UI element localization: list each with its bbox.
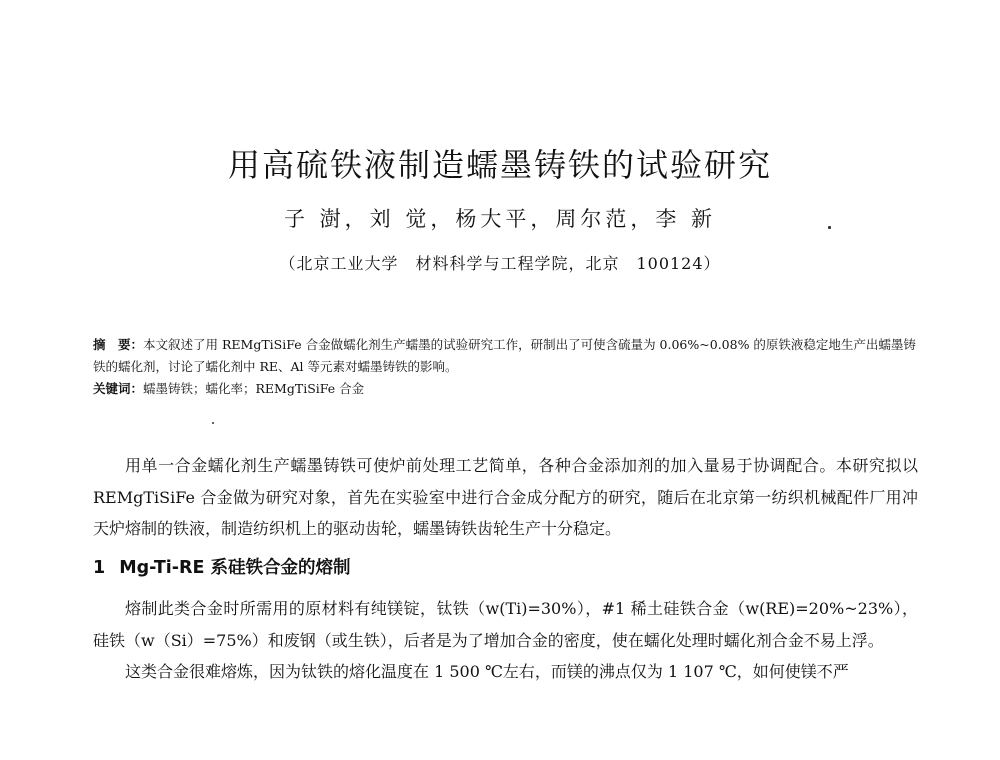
- keywords: [93, 378, 918, 400]
- section-number: 1: [93, 557, 106, 578]
- section-title: Mg-Ti-RE 系硅铁合金的熔制: [119, 557, 351, 578]
- abstract-block: [93, 334, 918, 400]
- section-heading: [93, 553, 918, 585]
- stray-mark: [212, 422, 214, 424]
- abstract-text: 本文叙述了用 REMgTiSiFe 合金做蠕化剂生产蠕墨的试验研究工作，研制出了可使含硫量为 0.06%~0.08% 的原铁液稳定地生产出蠕墨铸铁的蠕化剂，讨论了蠕化剂中 RE、Al 等元素对蠕墨铸铁的影响。: [93, 337, 916, 374]
- abstract: [93, 334, 918, 378]
- paragraph-melting: 这类合金很难熔炼，因为钛铁的熔化温度在 1 500 ℃左右，而镁的沸点仅为 1 107 ℃，如何使镁不严: [125, 662, 849, 681]
- paper-title: 用高硫铁液制造蠕墨铸铁的试验研究: [227, 146, 772, 184]
- affiliation: （北京工业大学 材料科学与工程学院，北京 100124）: [279, 254, 721, 273]
- body-text: [93, 450, 918, 688]
- author-list: 子 澍，刘 觉，杨大平，周尔范，李 新: [283, 207, 717, 231]
- keywords-text: 蠕墨铸铁；蠕化率；REMgTiSiFe 合金: [143, 381, 365, 396]
- paragraph-intro: 用单一合金蠕化剂生产蠕墨铸铁可使炉前处理工艺简单，各种合金添加剂的加入量易于协调配合。本研究拟以 REMgTiSiFe 合金做为研究对象，首先在实验室中进行合金成分配方的研究，随后在北京第一纺织机械配件厂用冲天炉熔制的铁液，制造纺织机上的驱动齿轮，蠕墨铸铁齿轮生产十分稳定。: [93, 456, 918, 538]
- paragraph-materials: 熔制此类合金时所需用的原材料有纯镁锭，钛铁（w(Ti)=30%），#1 稀土硅铁合金（w(RE)=20%~23%），硅铁（w（Si）=75%）和废钢（或生铁），后者是为了增加合金的密度，使在蠕化处理时蠕化剂合金不易上浮。: [93, 599, 918, 650]
- stray-mark: [828, 226, 831, 229]
- keywords-label: 关键词：: [93, 381, 144, 396]
- abstract-label: 摘 要：: [93, 337, 144, 352]
